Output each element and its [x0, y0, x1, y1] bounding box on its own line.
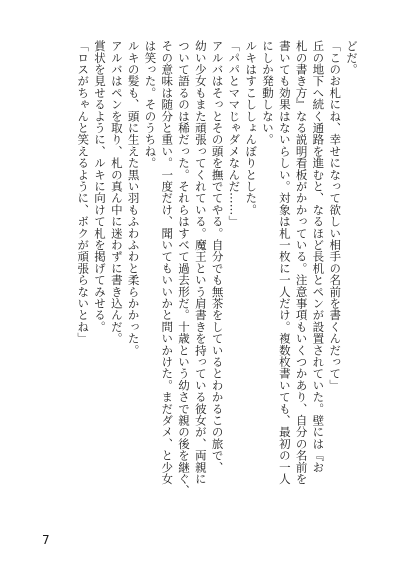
text-line: 幼い少女もまた頑張ってくれている。魔王という肩書きを持っている彼女が、両親に	[193, 40, 208, 485]
text-line: 「このお札にね、幸せになって欲しい相手の名前を書くんだって」	[328, 40, 343, 391]
text-line: アルバはペンを取り、札の真ん中に迷わずに書き込んだ。	[109, 40, 124, 345]
text-line: 丘の地下へ続く通路を進むと、なるほど長机とペンが設置されていた。壁には『お	[311, 40, 326, 473]
text-line: その意味は随分と重い。一度だけ、聞いてもいいかと問いかけた。まだダメ、と少女	[160, 40, 175, 485]
text-line: にしか発動しない。	[261, 40, 276, 146]
text-line: 書いても効果はないらしい。対象は札一枚に一人だけ。複数枚書いても、最初の一人	[277, 40, 292, 485]
text-line: ルキの髪も、頭に生えた黒い羽もふわふわと柔らかかった。	[126, 40, 141, 356]
vertical-text-body	[74, 40, 360, 520]
text-line: ついて語るのは稀だった。それらはすべて過去形だ。十歳という幼さで親の後を継ぐ、	[177, 40, 192, 497]
page-number: 7	[42, 533, 50, 547]
text-line: どだ。	[345, 40, 359, 76]
text-line: 「ロスがちゃんと笑えるように、ボクが頑張らないとね」	[76, 40, 91, 345]
text-line: 賞状を見せるように、ルキに向けて札を掲げてみせる。	[93, 40, 108, 333]
text-line: は笑った。そのうちね。	[143, 40, 158, 169]
text-line: 「パパとママじゃダメなんだ……」	[227, 40, 242, 228]
text-line: ルキはすこししょんぼりとした。	[244, 40, 259, 216]
text-line: 札の書き方』なる説明看板がかかっている。注意事項もいくつかあり、自分の名前を	[294, 40, 309, 485]
text-line: アルバはそっとその頭を撫でてやる。自分でも無茶をしているとわかるこの旅で、	[210, 40, 225, 473]
